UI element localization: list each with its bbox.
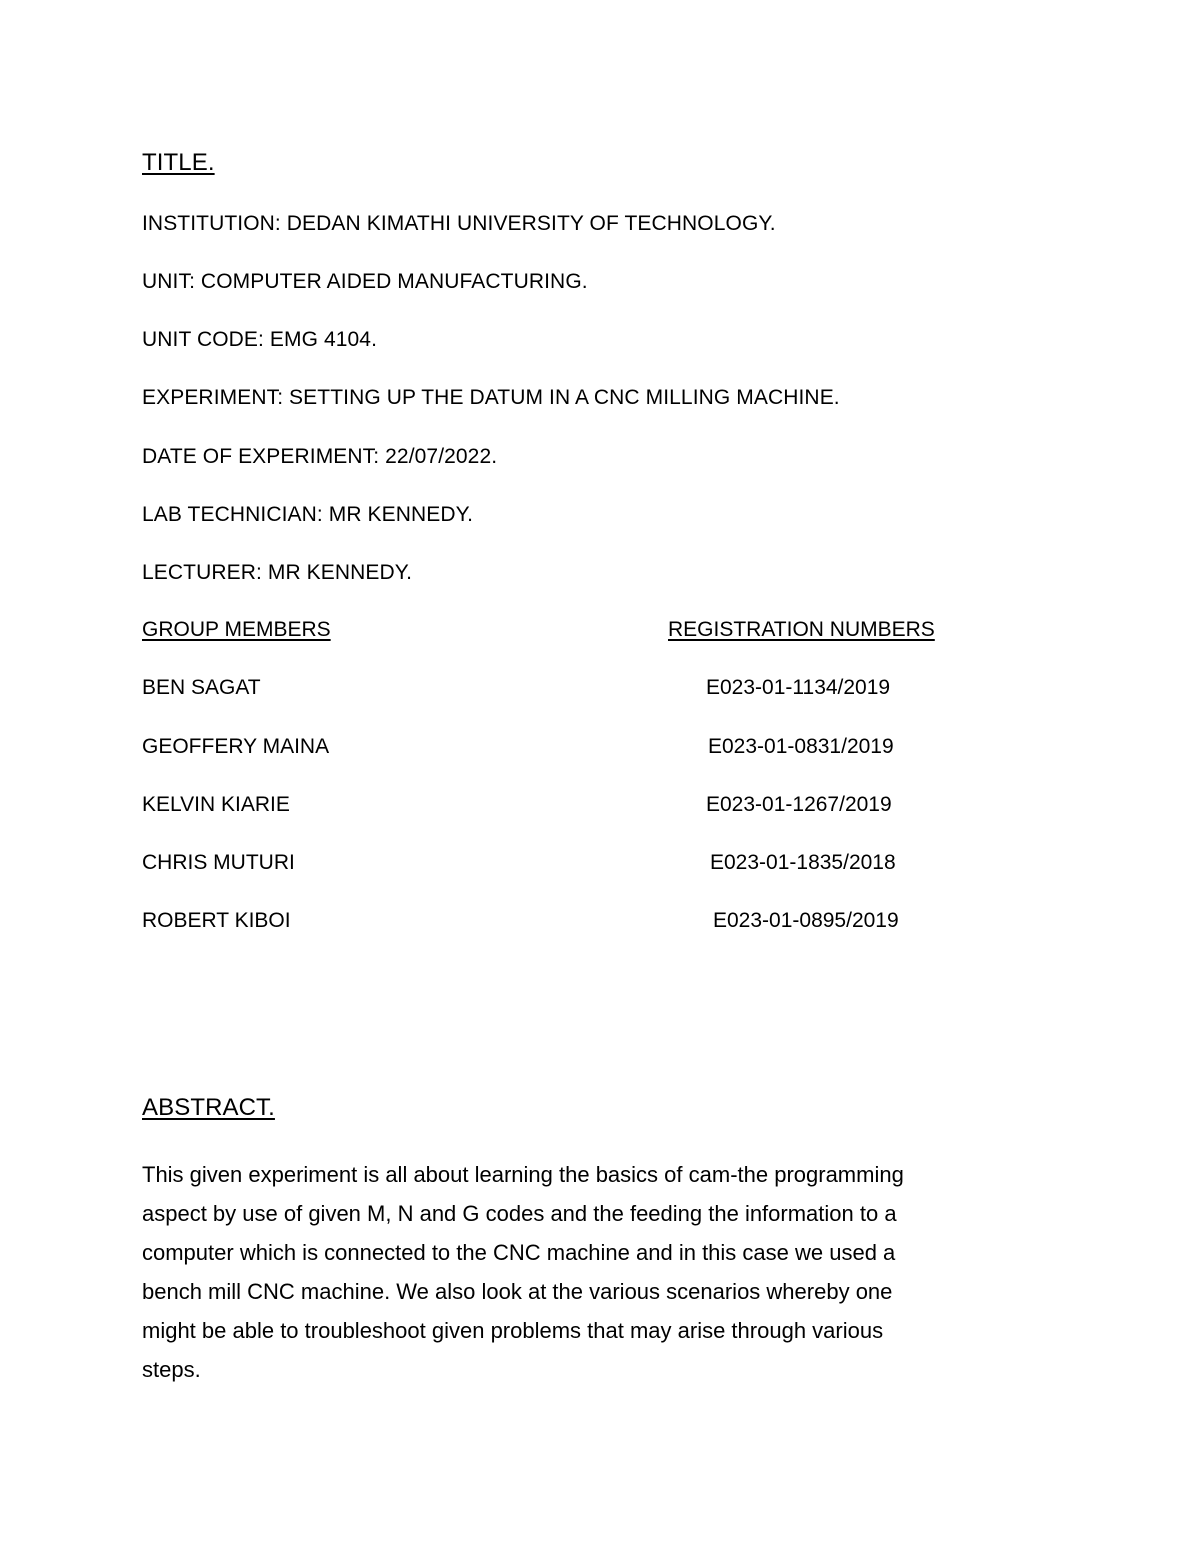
member-reg-number: E023-01-0831/2019 (708, 735, 894, 758)
member-reg-number: E023-01-1134/2019 (706, 676, 891, 699)
lecturer-line: LECTURER: MR KENNEDY. (142, 561, 413, 584)
abstract-line: bench mill CNC machine. We also look at the various scenarios whereby one (142, 1279, 893, 1304)
member-reg-number: E023-01-0895/2019 (713, 909, 899, 932)
member-reg-number: E023-01-1835/2018 (710, 851, 896, 874)
abstract-line: This given experiment is all about learning the basics of cam-the programming (142, 1162, 904, 1187)
abstract-paragraph (142, 1155, 1022, 1389)
group-members-header: GROUP MEMBERS (142, 618, 331, 641)
date-line: DATE OF EXPERIMENT: 22/07/2022. (142, 445, 498, 468)
member-name: KELVIN KIARIE (142, 793, 290, 816)
lab-technician-line: LAB TECHNICIAN: MR KENNEDY. (142, 503, 473, 526)
experiment-line: EXPERIMENT: SETTING UP THE DATUM IN A CNC MILLING MACHINE. (142, 386, 840, 409)
unit-line: UNIT: COMPUTER AIDED MANUFACTURING. (142, 270, 588, 293)
abstract-line: computer which is connected to the CNC machine and in this case we used a (142, 1240, 896, 1265)
title-heading: TITLE. (142, 149, 215, 176)
abstract-line: might be able to troubleshoot given problems that may arise through various (142, 1318, 884, 1343)
institution-line: INSTITUTION: DEDAN KIMATHI UNIVERSITY OF TECHNOLOGY. (142, 212, 776, 235)
abstract-heading: ABSTRACT. (142, 1094, 275, 1121)
member-name: CHRIS MUTURI (142, 851, 295, 874)
member-name: GEOFFERY MAINA (142, 735, 330, 758)
unit-code-line: UNIT CODE: EMG 4104. (142, 328, 378, 351)
registration-numbers-header: REGISTRATION NUMBERS (668, 618, 935, 641)
member-reg-number: E023-01-1267/2019 (706, 793, 892, 816)
member-name: ROBERT KIBOI (142, 909, 291, 932)
member-name: BEN SAGAT (142, 676, 261, 699)
abstract-line: steps. (142, 1357, 201, 1382)
abstract-line: aspect by use of given M, N and G codes and the feeding the information to a (142, 1201, 897, 1226)
